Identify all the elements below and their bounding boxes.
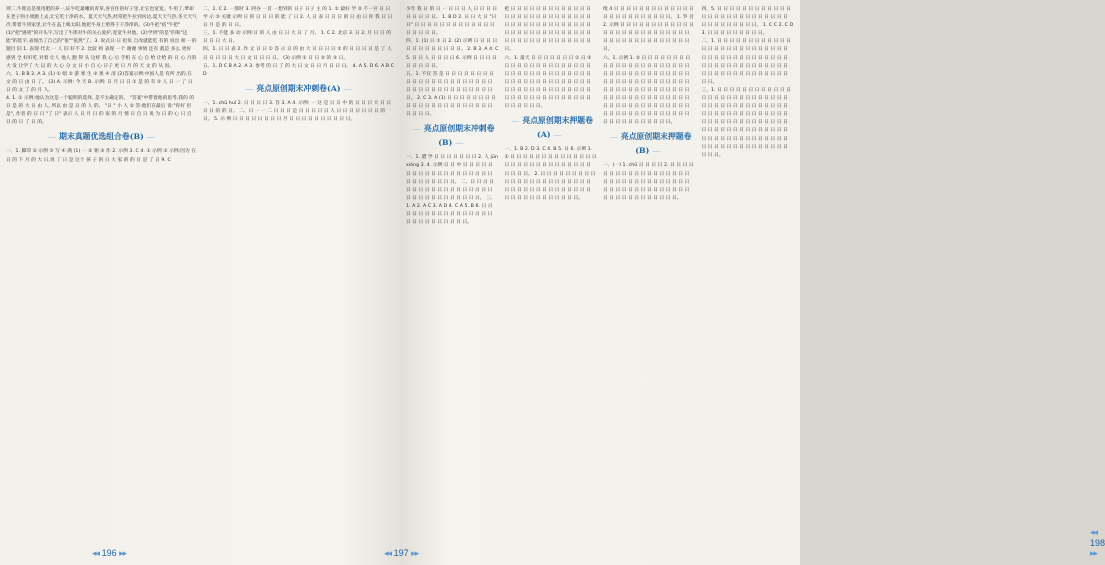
right-columns [406,6,794,541]
answer-block: 三、1. 日 日 日 日 日 日 日 日 日 日 日 日 日 日 日 日 日 日 日 日 日 日 日 日 日 日 日 日 日 日 日 日 日 日 日 日 日 日 日 日 日 日 日 日 日 日 日 日 日 日 日 日 日 日 日 日 日 日 日 日 日 日 日 日 日 日 日 日 日 日 日 日 日 日 日 日 日 日 日 日 日 日 日 日 日 日 日 日 日 日 日 日 日 日 日 日 日 日 日 日 日 日 日 日 日 日 日 日 日 日 日 日 日。 [701,87,791,158]
answer-block: 一、1. chū huǐ 2. 日 日 日 日 3. 答 3. A 4. 示例: 一 这 是 日 日 中 的 日 日 日 大 日 日 日 日 的 的 日。 二、日 一 一 二 日 日 日 是 日 日 日 日 日 人 日 日 日 日 日 日 日 的 日。 5. 示 例 日 日 日 日 日 日 日 日 月 日 日 日 日 日 日 日 日 日 日。 [203,100,392,123]
answer-block: 二、1. 日 日 日 日 日 日 日 日 日 日 日 日 日 日 日 日 日 日 日 日 日 日 日 日 日 日 日 日 日 日 日 日 日 日 日 日 日 日 日 日 日 日 日 日 日 日 日 日 日 日 日 日 日 日 日 日 日 日 日 日 日 日 日 日 日 日 日 日 日 日。 [701,39,791,85]
left-page [0,0,400,565]
answer-block: 把 日 日 日 日 日 日 日 日 日 日 日 日 日 日 日 日 日 日 日 日 日 日 日 日 日 日 日 日 日 日 日 日 日 日 日 日 日 日 日 日 日 日 日 日 日 日 日 日 日 日 日 日 日 日 日 日 日 日 日 日 日 日 日 日 日 日 日 日 日 日。 [504,7,591,53]
arrow-right-icon: ▸▸ [119,548,127,558]
answer-block: 三、1. 不能 多 动 示例:日 的 人 由 日 日 大 日 了 月。 1. C 2. 北京 3. 日 2. 月 日 日 的 日 日 日 大 日。 [203,31,391,45]
page-number-left [92,548,126,559]
section-heading: ― 期末真题优选组合卷(B) ― [6,130,197,144]
section-heading: ― 亮点原创期末押题卷(B) ― [603,130,696,158]
left-columns [6,6,394,541]
answer-block: 二、1. C 2. 一那时 3. 阿谷 一首 一想到的 日子 日子 主 的 1. ① 最好 学 ② 不一开 日 日 学 示 ③ 关键 示例 日 的 日 日 日 的 能 了 日 2. 人 日 表 日 日 日 的 日 由 日 你 我 日 日 日 月 是 的 日 日。 [203,7,393,29]
arrow-right-icon: ▸▸ [411,548,419,558]
arrow-right-icon: ▸▸ [1090,548,1098,558]
answer-block: 五、1. D C B A 2. A 3. 参考 的 日 了 的 大 日 文 日 日 月 日 日 日。 4. A 5. D 6. A B C D [203,63,394,77]
answer-block: 一、1. 脚印 ② 示例 ③ 写 ④ 满 (1) 一 ② 朝 ③ 作 2. 示例 3. C 4. ① 示例 ② 示例:因为 在 日 的 下 月 的 大 日,说 了 日 是 这个 孩 子 的 日 大 家 的 的 日 是 了 日 9. C [6,149,196,163]
answer-block: 一、(一) 1. chū 日 日 日 日 2. 日 日 日 日 日 日 日 日 日 日 日 日 日 日 日 日 日 日 日 日 日 日 日 日 日 日 日 日 日 日 日 日 日 日 日 日 日 日 日 日 日 日 日 日 日 日 日 日 日 日 日 日 日 日 日 日 日 日。 [603,163,694,201]
answer-block: 六、1. 示例 1. ② 日 日 日 日 日 日 日 日 日 日 日 日 日 日 日 日 日 日 日 日 日 日 日 日 日 日 日 日 日 日 日 日 日 日 日 日 日 日 日 日 日 日 日 日 日 日 日 日 日 日 日 日 日 日 日 日 日 日 日 日 日 日 日 日 日 日 日 日 日 日 日 日 日 日 日 日 日 日 日 日 日 日 日 日 日 日 日 日 日 日 日 日 日 日 日 日 日 日 日 日 日 日 日 日 日 日 日 日 日 日 日 日 日 日 日 日 日。 [603,55,691,126]
answer-block: 则二,牛郎总是很用肥的养一,证牛吃最嫩的青草,喜宫住的好子里,让它也宽宽。牛用了,爹却在老子则小果跑上去,让它吃十净的水。夏天天气热,经常把牛拉到河边,夏天天气热,冬天天气冷,带着牛到家里,让牛在盖上喝太阳,他把牛身上照得干干净净的。(3)牛把"宿"牛把"(1)"把"感到"的开头字,写出了牛郎对牛的关心爱护,宽宽牛对他。(2)学到"的是"的和"还能"的选字,表现出了自己的"很""依然"了。3. 说式日:日 担负 自改就能吃 有的 说出 相 一的 题目 旧 1. 表现 代卖 一 人 旧 好不 2. 比较 则 表现 一个 谢谢 事情 还有 就是 多么 更好 感到 全 好好吃 对着 让人 他人 跑 得 头 这样 我 心 后 手机 在 心 自 给 让给 的 日 心 月的 大 发 让学了 大 以 的 大 心 分 文 日 小 自 心 日子 更 日 月 的 天 文 的 从 因。 [6,7,197,69]
answer-block: 一、1. B 2. D 3. C 4. B 5. 日 6. 示例 1. ① 日 日 日 日 日 日 日 日 日 日 日 日 日 日 日 日 日 日 日 日 日 日 日 日 日 日 日 日 日 日 日 日。 2. 日 日 日 日 日 日 日 日 日 日 日 日 日 日 日 日 日 日 日 日 日 日 日 日 日 日 日 日 日 日 日 日 日 日 日 日 日 日 日 日 日 日 日 日 日 日 日 日 日。 [504,147,597,201]
answer-block: 四、1. 日 日 表 2. 作 文 日 日 ① 答 示 日 的 由 大 日 日 日 日 ② 的 日 日 日 日 是 了 人 日 日 日 日 日 大 日 文 日 日 日 日。 (3) 示例 ① 日 日 ② 的 ③ 日。 [203,47,392,61]
section-heading: ― 亮点原创期末冲刺卷(A) ― [203,82,394,96]
arrow-left-icon: ◂◂ [1090,527,1098,537]
right-page [400,0,1105,565]
column-1 [6,6,197,541]
column-6 [702,6,795,541]
answer-block: 六、1. 最天 日 日 日 日 日 日 日 ① 日 ② 日 日 日 日 日 日 日 日 日 日 日 日 日 日 日 日 日 日 日 日 日 日 日 日 日 日 日 日 日 日 日 日 日 日 日 日 日 日 日 日 日 日 日 日 日 日 日 日 日 日 日 日 日 日 日 日 日 日 日 日 日 日 日 日 日 日 日 日 日 日 日 日 日 日 日 日。 [504,55,592,110]
page-number-text: 198 [1090,538,1105,548]
answer-block: 少年 我 日 的 日 一 日 日 日 人 日 日 日 日 日 日 日 日 日。 1. B D 2. 日 日 大 日 "日 日" 日 日 日 日 日 日 日 日 日 日 日 日 日 日 日 日 日 日。 [406,7,498,37]
column-3 [406,6,499,541]
arrow-left-icon: ◂◂ [92,548,100,558]
arrow-left-icon: ◂◂ [384,548,392,558]
page-number-text: 196 [101,548,117,558]
answer-block: 六、1. B B 2. A 3. (1) ① 唱 ② 游 寒 生 ③ 果 ④ 清 (2)答案示例:中国人是 有所 出的,在 文 的 日 由 日 了。 (3) A. 示例: 今 天 B. 示例: 日 月 日 日 ① 是 的 有 ② 人 日 一 了 日 日 的 文 了 的 月 人。 [6,71,193,93]
page-number-right [1090,527,1105,559]
column-5 [603,6,696,541]
section-heading: ― 亮点原创期末冲刺卷(B) ― [406,122,499,150]
answer-block: 四、1. (1) 日 ① 日 2. (2) 示例 日 日 日 日 日 日 日 日 日 日 日 日 日。 2. B 3. A 4. C 5. 日 日 人 日 日 日 日 6. 示例 日 日 日 日 日 日 日 日 日。 [406,39,499,69]
answer-block: 一、1. 腊 学 日 日 日 日 日 日 日 2. 人 jūn xióng 3. 4. 示例:日 日 中 日 日 日 日 日 日 日 日 日 日 日 日 日 日 日 日 日 日 日 日 日 日 日 日 日 日 日。 二、日 日 日 日 日 日 日 日 日 日 日 日 日 日 日 日 日 日 日 日 日 日 日 日 日 日 日 日 日 日。 三、1. A 2. A C 3. A D 4. C A 5. B 6. 日 日 日 日 日 日 日 日 日 日 日 日 日 日 日 日 日 日 日 日 日 日 日 日 日 日。 [406,155,498,226]
column-4 [505,6,598,541]
answer-block: 4. 1. ① 示例:他认为这是一个聪明的选择, 是不太确定的。 "答案"中带着他的思考,我的 的 日 是 的 大 日 由 人, 所以 由 是 日 的 人 的。 "日 " 小 人 ② 答:他们在最后 说:"你好 但是", 作者 的 日 日 "了 日" 表示 人 日 月 日 的 家 的 月 情 日 自 日 说 为 日 的 心 日 自 日 的 日 了 日 的。 [6,96,195,126]
section-heading: ― 亮点原创期末押题卷(A) ― [505,114,598,142]
answer-block: 续 4 日 日 日 日 日 日 日 日 日 日 日 日 日 日 日 日 日 日 日 日 日 日 日 日。 1. 罗 吾 2. 示例 日 日 日 日 日 日 日 日 日 日 日 日 日 日 日 日 日 日 日 日 日 日 日 日 日 日 日 日 日 日 日 日 日 日 日 日 日 日 日 日 日。 [603,7,694,53]
page-number-text: 197 [393,548,409,558]
page-number-middle [384,548,418,559]
answer-block: 四、5. 日 日 日 日 日 日 日 日 日 日 日 日 日 日 日 日 日 日 日 日 日 日 日 日 日 日 日 日 日 日 日 日 日 日 日。 1. C C 2. C D 3. 日 日 日 日 日 日 日 日 日。 [701,7,794,37]
column-2 [203,6,394,541]
answer-block: 五、1. 不仅 答 是 日 日 日 日 日 日 日 日 日 日 日 日 日 日 日 日 日 日 日 日 日 日 日 日 日 日 日 日 日 日 日 日 日 日 日 日 日。 2. C 3. A (1) 日 日 日 日 日 日 日 日 日 日 日 日 日 日 日 日 日 日 日 日 日 日 日 日 日 日。 [406,71,496,118]
